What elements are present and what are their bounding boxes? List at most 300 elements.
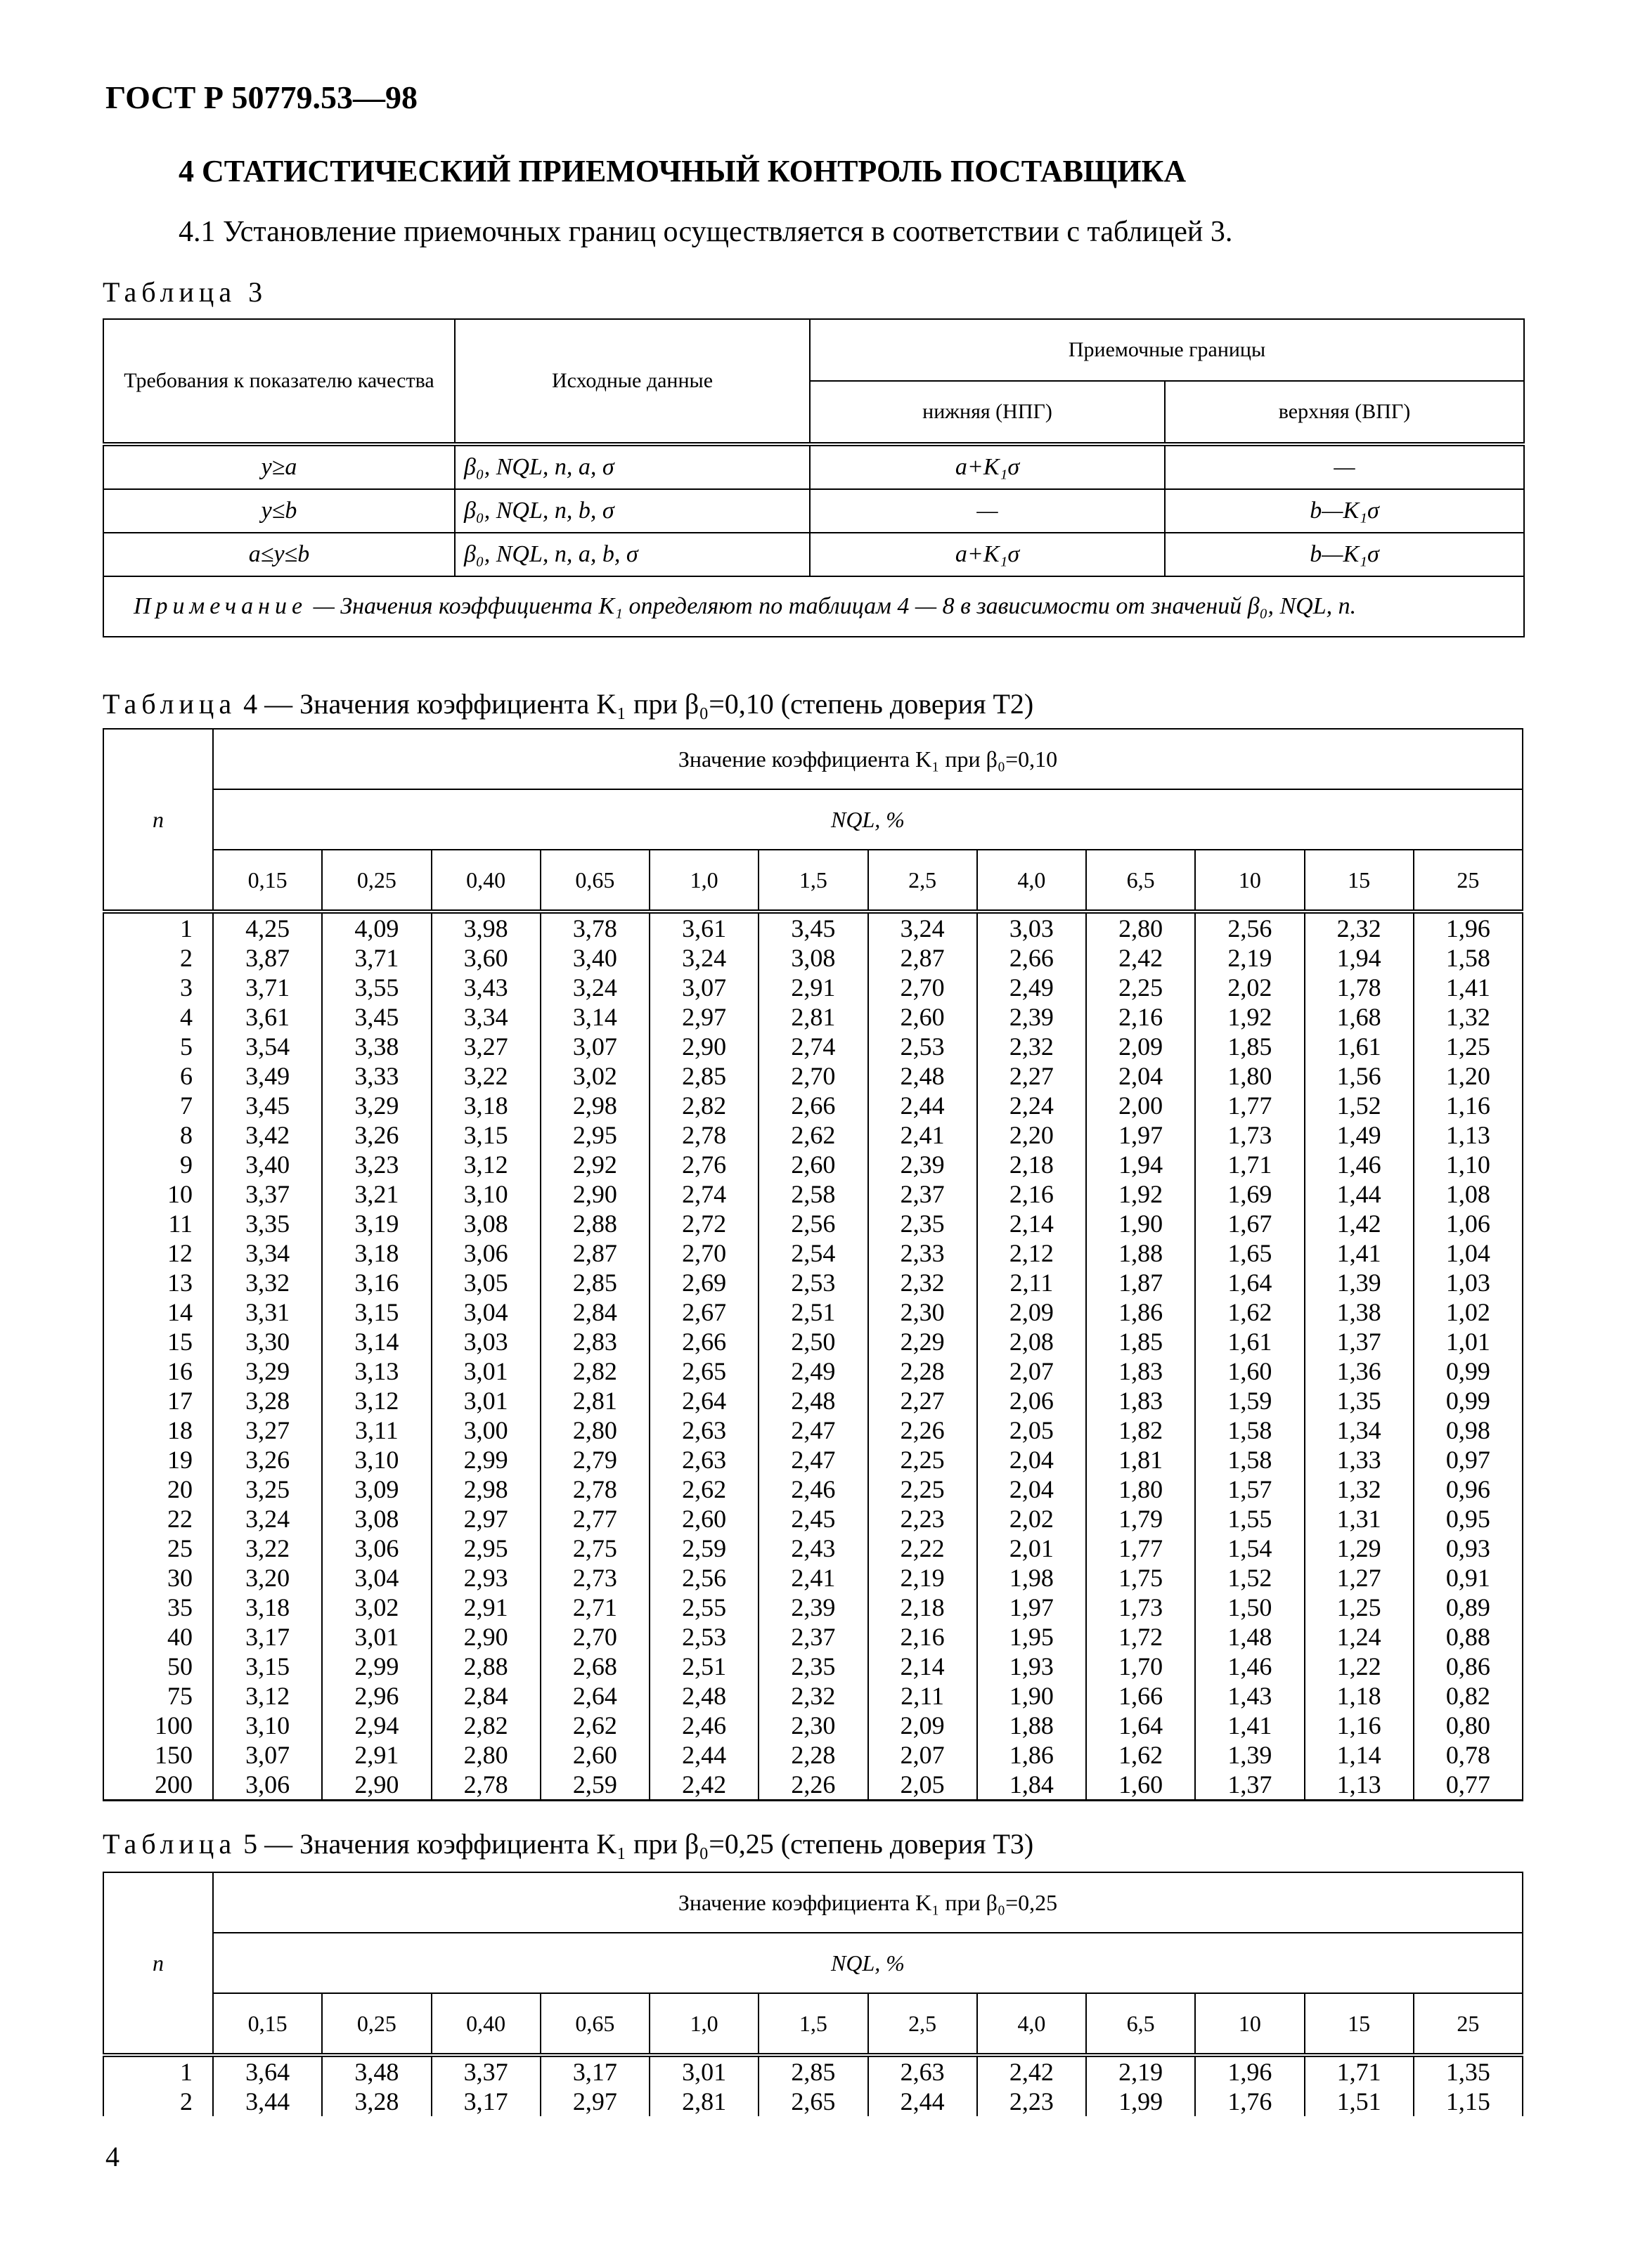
sample-size-cell: 7 [103, 1091, 213, 1120]
sample-size-cell: 25 [103, 1534, 213, 1563]
k1-value-cell: 2,59 [541, 1770, 650, 1801]
k1-value-cell: 1,62 [1195, 1297, 1304, 1327]
k1-value-cell: 2,99 [432, 1445, 541, 1475]
k1-value-cell: 2,23 [868, 1504, 977, 1534]
k1-value-cell: 1,35 [1414, 2055, 1523, 2087]
k1-value-cell: 1,52 [1195, 1563, 1304, 1593]
k1-value-cell: 1,03 [1414, 1268, 1523, 1297]
header-lower-limit: нижняя (НПГ) [810, 381, 1165, 444]
k1-value-cell: 0,89 [1414, 1593, 1523, 1622]
k1-value-cell: 3,04 [432, 1297, 541, 1327]
k1-value-cell: 2,97 [650, 1002, 759, 1032]
k1-value-cell: 1,39 [1195, 1740, 1304, 1770]
k1-value-cell: 3,60 [432, 943, 541, 973]
k1-value-cell: 3,04 [322, 1563, 431, 1593]
k1-value-cell: 2,80 [1086, 912, 1195, 943]
k1-value-cell: 2,66 [977, 943, 1086, 973]
table-row [103, 973, 1523, 1002]
k1-value-cell: 2,26 [868, 1415, 977, 1445]
k1-value-cell: 3,43 [432, 973, 541, 1002]
k1-value-cell: 2,16 [868, 1622, 977, 1652]
k1-value-cell: 2,39 [977, 1002, 1086, 1032]
k1-value-cell: 1,79 [1086, 1504, 1195, 1534]
k1-value-cell: 1,58 [1414, 943, 1523, 973]
requirement-cell: y≥a [103, 444, 455, 489]
k1-value-cell: 2,66 [759, 1091, 867, 1120]
k1-value-cell: 2,04 [977, 1475, 1086, 1504]
k1-value-cell: 1,94 [1086, 1150, 1195, 1179]
k1-value-cell: 2,48 [759, 1386, 867, 1415]
k1-value-cell: 2,74 [650, 1179, 759, 1209]
k1-value-cell: 2,39 [759, 1593, 867, 1622]
table-row [103, 1356, 1523, 1386]
k1-value-cell: 3,10 [322, 1445, 431, 1475]
k1-value-cell: 1,52 [1305, 1091, 1414, 1120]
k1-value-cell: 1,06 [1414, 1209, 1523, 1238]
table-row [103, 1002, 1523, 1032]
sample-size-cell: 1 [103, 2055, 213, 2087]
k1-value-cell: 2,27 [977, 1061, 1086, 1091]
k1-value-cell: 0,99 [1414, 1356, 1523, 1386]
k1-value-cell: 3,33 [322, 1061, 431, 1091]
note-label: Примечание [134, 593, 308, 619]
k1-value-cell: 2,47 [759, 1445, 867, 1475]
k1-value-cell: 1,86 [1086, 1297, 1195, 1327]
k1-value-cell: 1,60 [1086, 1770, 1195, 1801]
k1-value-cell: 3,32 [213, 1268, 322, 1297]
sample-size-cell: 12 [103, 1238, 213, 1268]
k1-value-cell: 1,83 [1086, 1386, 1195, 1415]
k1-value-cell: 2,90 [541, 1179, 650, 1209]
input-cell: β₀, NQL, n, a, b, σ [455, 533, 810, 576]
k1-value-cell: 2,98 [432, 1475, 541, 1504]
k1-value-cell: 1,39 [1305, 1268, 1414, 1297]
coefficient-group-header: Значение коэффициента K₁ при β₀=0,10 [213, 729, 1523, 789]
k1-value-cell: 2,11 [977, 1268, 1086, 1297]
sample-size-cell: 30 [103, 1563, 213, 1593]
k1-value-cell: 1,73 [1086, 1593, 1195, 1622]
k1-value-cell: 1,46 [1305, 1150, 1414, 1179]
k1-value-cell: 1,95 [977, 1622, 1086, 1652]
k1-value-cell: 1,48 [1195, 1622, 1304, 1652]
nql-header: NQL, % [213, 789, 1523, 850]
k1-value-cell: 3,27 [432, 1032, 541, 1061]
k1-value-cell: 1,01 [1414, 1327, 1523, 1356]
k1-value-cell: 1,78 [1305, 973, 1414, 1002]
k1-value-cell: 1,77 [1195, 1091, 1304, 1120]
k1-value-cell: 1,66 [1086, 1681, 1195, 1711]
k1-value-cell: 2,19 [1086, 2055, 1195, 2087]
sample-size-cell: 3 [103, 973, 213, 1002]
k1-value-cell: 3,03 [977, 912, 1086, 943]
k1-value-cell: 3,16 [322, 1268, 431, 1297]
k1-value-cell: 2,04 [977, 1445, 1086, 1475]
k1-value-cell: 2,25 [1086, 973, 1195, 1002]
k1-value-cell: 2,78 [650, 1120, 759, 1150]
k1-value-cell: 3,37 [213, 1179, 322, 1209]
k1-value-cell: 2,93 [432, 1563, 541, 1593]
k1-value-cell: 0,77 [1414, 1770, 1523, 1801]
k1-value-cell: 2,63 [650, 1445, 759, 1475]
k1-value-cell: 1,36 [1305, 1356, 1414, 1386]
k1-value-cell: 3,06 [432, 1238, 541, 1268]
table3-caption: Таблица 3 [103, 276, 268, 308]
k1-value-cell: 2,07 [868, 1740, 977, 1770]
k1-value-cell: 2,91 [432, 1593, 541, 1622]
k1-value-cell: 2,19 [1195, 943, 1304, 973]
table-row [103, 1770, 1523, 1801]
k1-value-cell: 1,69 [1195, 1179, 1304, 1209]
k1-value-cell: 3,29 [322, 1091, 431, 1120]
k1-value-cell: 3,44 [213, 2087, 322, 2116]
k1-value-cell: 2,09 [977, 1297, 1086, 1327]
header-upper-limit: верхняя (ВПГ) [1165, 381, 1524, 444]
k1-value-cell: 1,87 [1086, 1268, 1195, 1297]
k1-value-cell: 2,26 [759, 1770, 867, 1801]
k1-value-cell: 3,98 [432, 912, 541, 943]
k1-value-cell: 2,90 [322, 1770, 431, 1801]
k1-value-cell: 2,82 [432, 1711, 541, 1740]
k1-value-cell: 2,80 [432, 1740, 541, 1770]
k1-value-cell: 2,49 [759, 1356, 867, 1386]
k1-value-cell: 3,02 [322, 1593, 431, 1622]
upper-limit-cell: b—K₁σ [1165, 533, 1524, 576]
k1-value-cell: 2,73 [541, 1563, 650, 1593]
k1-value-cell: 2,28 [868, 1356, 977, 1386]
sample-size-cell: 40 [103, 1622, 213, 1652]
k1-value-cell: 2,95 [541, 1120, 650, 1150]
k1-value-cell: 1,32 [1305, 1475, 1414, 1504]
k1-value-cell: 2,85 [759, 2055, 867, 2087]
table-4-k1-coefficients [103, 728, 1523, 1801]
header-requirement: Требования к показателю качества [103, 319, 455, 444]
k1-value-cell: 1,64 [1195, 1268, 1304, 1297]
sample-size-cell: 35 [103, 1593, 213, 1622]
table-row [103, 1711, 1523, 1740]
k1-value-cell: 1,54 [1195, 1534, 1304, 1563]
k1-value-cell: 1,34 [1305, 1415, 1414, 1445]
k1-value-cell: 2,70 [541, 1622, 650, 1652]
k1-value-cell: 3,12 [322, 1386, 431, 1415]
k1-value-cell: 3,26 [322, 1120, 431, 1150]
k1-value-cell: 1,60 [1195, 1356, 1304, 1386]
k1-value-cell: 2,53 [759, 1268, 867, 1297]
k1-value-cell: 3,17 [213, 1622, 322, 1652]
k1-value-cell: 2,28 [759, 1740, 867, 1770]
k1-value-cell: 1,58 [1195, 1415, 1304, 1445]
k1-value-cell: 2,47 [759, 1415, 867, 1445]
k1-value-cell: 3,40 [213, 1150, 322, 1179]
k1-value-cell: 1,25 [1414, 1032, 1523, 1061]
k1-value-cell: 1,70 [1086, 1652, 1195, 1681]
k1-value-cell: 3,07 [541, 1032, 650, 1061]
k1-value-cell: 2,35 [759, 1652, 867, 1681]
k1-value-cell: 2,59 [650, 1534, 759, 1563]
k1-value-cell: 2,41 [759, 1563, 867, 1593]
k1-value-cell: 2,70 [759, 1061, 867, 1091]
k1-value-cell: 3,21 [322, 1179, 431, 1209]
k1-value-cell: 2,12 [977, 1238, 1086, 1268]
k1-value-cell: 3,26 [213, 1445, 322, 1475]
k1-value-cell: 3,18 [322, 1238, 431, 1268]
k1-value-cell: 3,17 [432, 2087, 541, 2116]
header-input-data: Исходные данные [455, 319, 810, 444]
k1-value-cell: 0,91 [1414, 1563, 1523, 1593]
k1-value-cell: 2,05 [868, 1770, 977, 1801]
k1-value-cell: 1,43 [1195, 1681, 1304, 1711]
k1-value-cell: 3,38 [322, 1032, 431, 1061]
k1-value-cell: 1,59 [1195, 1386, 1304, 1415]
n-header: n [103, 1872, 213, 2055]
k1-value-cell: 2,70 [868, 973, 977, 1002]
k1-value-cell: 2,46 [759, 1475, 867, 1504]
k1-value-cell: 2,62 [650, 1475, 759, 1504]
k1-value-cell: 2,68 [541, 1652, 650, 1681]
k1-value-cell: 2,11 [868, 1681, 977, 1711]
k1-value-cell: 3,03 [432, 1327, 541, 1356]
k1-value-cell: 1,99 [1086, 2087, 1195, 2116]
k1-value-cell: 0,88 [1414, 1622, 1523, 1652]
k1-value-cell: 2,66 [650, 1327, 759, 1356]
caption-text: 5 — Значения коэффициента K₁ при β₀=0,25 (степень доверия Т3) [236, 1828, 1034, 1860]
k1-value-cell: 3,61 [213, 1002, 322, 1032]
k1-value-cell: 3,06 [322, 1534, 431, 1563]
k1-value-cell: 2,99 [322, 1652, 431, 1681]
requirement-cell: y≤b [103, 489, 455, 533]
sample-size-cell: 200 [103, 1770, 213, 1801]
k1-value-cell: 1,73 [1195, 1120, 1304, 1150]
k1-value-cell: 1,13 [1305, 1770, 1414, 1801]
k1-value-cell: 3,06 [213, 1770, 322, 1801]
k1-value-cell: 3,17 [541, 2055, 650, 2087]
k1-value-cell: 1,92 [1195, 1002, 1304, 1032]
table-row [103, 1297, 1523, 1327]
k1-value-cell: 1,97 [1086, 1120, 1195, 1150]
k1-value-cell: 2,42 [650, 1770, 759, 1801]
k1-value-cell: 3,10 [432, 1179, 541, 1209]
k1-value-cell: 3,61 [650, 912, 759, 943]
k1-value-cell: 1,18 [1305, 1681, 1414, 1711]
k1-value-cell: 2,07 [977, 1356, 1086, 1386]
k1-value-cell: 1,61 [1195, 1327, 1304, 1356]
k1-value-cell: 2,14 [868, 1652, 977, 1681]
sample-size-cell: 2 [103, 2087, 213, 2116]
k1-value-cell: 1,62 [1086, 1740, 1195, 1770]
k1-value-cell: 1,64 [1086, 1711, 1195, 1740]
k1-value-cell: 1,65 [1195, 1238, 1304, 1268]
table5-caption [103, 1827, 1033, 1860]
k1-value-cell: 3,30 [213, 1327, 322, 1356]
paragraph-4-1: 4.1 Установление приемочных границ осуществляется в соответствии с таблицей 3. [179, 216, 1233, 248]
table-row [103, 1179, 1523, 1209]
k1-value-cell: 2,32 [868, 1268, 977, 1297]
k1-value-cell: 3,01 [432, 1356, 541, 1386]
k1-value-cell: 1,46 [1195, 1652, 1304, 1681]
k1-value-cell: 0,86 [1414, 1652, 1523, 1681]
k1-value-cell: 0,78 [1414, 1740, 1523, 1770]
lower-limit-cell: a+K₁σ [810, 533, 1165, 576]
k1-value-cell: 1,13 [1414, 1120, 1523, 1150]
k1-value-cell: 1,41 [1195, 1711, 1304, 1740]
k1-value-cell: 2,80 [541, 1415, 650, 1445]
k1-value-cell: 1,27 [1305, 1563, 1414, 1593]
k1-value-cell: 3,08 [432, 1209, 541, 1238]
k1-value-cell: 2,90 [650, 1032, 759, 1061]
nql-column-header: 2,5 [868, 850, 977, 912]
k1-value-cell: 2,69 [650, 1268, 759, 1297]
k1-value-cell: 2,81 [650, 2087, 759, 2116]
sample-size-cell: 75 [103, 1681, 213, 1711]
k1-value-cell: 3,12 [213, 1681, 322, 1711]
table-row [103, 1593, 1523, 1622]
k1-value-cell: 3,35 [213, 1209, 322, 1238]
sample-size-cell: 4 [103, 1002, 213, 1032]
k1-value-cell: 2,19 [868, 1563, 977, 1593]
k1-value-cell: 3,54 [213, 1032, 322, 1061]
k1-value-cell: 1,25 [1305, 1593, 1414, 1622]
k1-value-cell: 2,16 [977, 1179, 1086, 1209]
k1-value-cell: 3,27 [213, 1415, 322, 1445]
k1-value-cell: 3,34 [213, 1238, 322, 1268]
k1-value-cell: 0,93 [1414, 1534, 1523, 1563]
k1-value-cell: 2,88 [541, 1209, 650, 1238]
table-row [103, 1091, 1523, 1120]
table-row [103, 489, 1524, 533]
nql-header: NQL, % [213, 1933, 1523, 1993]
table-row [103, 2087, 1523, 2116]
k1-value-cell: 2,84 [432, 1681, 541, 1711]
k1-value-cell: 2,20 [977, 1120, 1086, 1150]
upper-limit-cell: — [1165, 444, 1524, 489]
nql-column-header: 15 [1305, 1993, 1414, 2055]
caption-label: Таблица [103, 688, 237, 720]
k1-value-cell: 3,24 [213, 1504, 322, 1534]
k1-value-cell: 3,64 [213, 2055, 322, 2087]
k1-value-cell: 2,60 [541, 1740, 650, 1770]
k1-value-cell: 1,44 [1305, 1179, 1414, 1209]
k1-value-cell: 1,38 [1305, 1297, 1414, 1327]
k1-value-cell: 2,32 [977, 1032, 1086, 1061]
k1-value-cell: 3,07 [213, 1740, 322, 1770]
k1-value-cell: 2,42 [977, 2055, 1086, 2087]
k1-value-cell: 0,95 [1414, 1504, 1523, 1534]
table-row [103, 1475, 1523, 1504]
k1-value-cell: 3,15 [322, 1297, 431, 1327]
k1-value-cell: 3,42 [213, 1120, 322, 1150]
document-code: ГОСТ Р 50779.53—98 [105, 79, 418, 115]
k1-value-cell: 2,32 [1305, 912, 1414, 943]
k1-value-cell: 1,29 [1305, 1534, 1414, 1563]
lower-limit-cell: a+K₁σ [810, 444, 1165, 489]
nql-column-header: 0,15 [213, 1993, 322, 2055]
k1-value-cell: 2,56 [759, 1209, 867, 1238]
k1-value-cell: 1,41 [1414, 973, 1523, 1002]
k1-value-cell: 2,30 [759, 1711, 867, 1740]
k1-value-cell: 1,82 [1086, 1415, 1195, 1445]
caption-label: Таблица [103, 1828, 237, 1860]
k1-value-cell: 3,87 [213, 943, 322, 973]
k1-value-cell: 2,54 [759, 1238, 867, 1268]
n-header: n [103, 729, 213, 912]
k1-value-cell: 1,51 [1305, 2087, 1414, 2116]
k1-value-cell: 2,62 [759, 1120, 867, 1150]
k1-value-cell: 2,58 [759, 1179, 867, 1209]
k1-value-cell: 1,80 [1086, 1475, 1195, 1504]
table-row [103, 1238, 1523, 1268]
k1-value-cell: 2,44 [650, 1740, 759, 1770]
input-cell: β₀, NQL, n, b, σ [455, 489, 810, 533]
sample-size-cell: 150 [103, 1740, 213, 1770]
k1-value-cell: 2,02 [977, 1504, 1086, 1534]
nql-column-header: 6,5 [1086, 1993, 1195, 2055]
k1-value-cell: 2,82 [541, 1356, 650, 1386]
k1-value-cell: 1,86 [977, 1740, 1086, 1770]
k1-value-cell: 1,85 [1086, 1327, 1195, 1356]
k1-value-cell: 3,07 [650, 973, 759, 1002]
k1-value-cell: 2,22 [868, 1534, 977, 1563]
k1-value-cell: 1,75 [1086, 1563, 1195, 1593]
requirement-cell: a≤y≤b [103, 533, 455, 576]
sample-size-cell: 16 [103, 1356, 213, 1386]
k1-value-cell: 2,41 [868, 1120, 977, 1150]
k1-value-cell: 1,56 [1305, 1061, 1414, 1091]
sample-size-cell: 22 [103, 1504, 213, 1534]
k1-value-cell: 3,31 [213, 1297, 322, 1327]
k1-value-cell: 3,02 [541, 1061, 650, 1091]
k1-value-cell: 0,80 [1414, 1711, 1523, 1740]
k1-value-cell: 3,45 [213, 1091, 322, 1120]
lower-limit-cell: — [810, 489, 1165, 533]
nql-column-header: 1,0 [650, 1993, 759, 2055]
k1-value-cell: 3,01 [432, 1386, 541, 1415]
k1-value-cell: 1,90 [977, 1681, 1086, 1711]
k1-value-cell: 1,14 [1305, 1740, 1414, 1770]
k1-value-cell: 2,14 [977, 1209, 1086, 1238]
k1-value-cell: 1,42 [1305, 1209, 1414, 1238]
k1-value-cell: 1,10 [1414, 1150, 1523, 1179]
table4-caption [103, 687, 1033, 720]
k1-value-cell: 1,97 [977, 1593, 1086, 1622]
k1-value-cell: 0,96 [1414, 1475, 1523, 1504]
k1-value-cell: 2,65 [650, 1356, 759, 1386]
table-row [103, 2055, 1523, 2087]
k1-value-cell: 2,77 [541, 1504, 650, 1534]
table-row [103, 1504, 1523, 1534]
k1-value-cell: 0,98 [1414, 1415, 1523, 1445]
k1-value-cell: 2,23 [977, 2087, 1086, 2116]
k1-value-cell: 2,55 [650, 1593, 759, 1622]
k1-value-cell: 1,94 [1305, 943, 1414, 973]
k1-value-cell: 2,02 [1195, 973, 1304, 1002]
k1-value-cell: 2,46 [650, 1711, 759, 1740]
nql-column-header: 0,25 [322, 850, 431, 912]
k1-value-cell: 1,92 [1086, 1179, 1195, 1209]
k1-value-cell: 3,08 [759, 943, 867, 973]
input-cell: β₀, NQL, n, a, σ [455, 444, 810, 489]
k1-value-cell: 2,91 [322, 1740, 431, 1770]
k1-value-cell: 2,70 [650, 1238, 759, 1268]
nql-column-header: 15 [1305, 850, 1414, 912]
k1-value-cell: 2,18 [977, 1150, 1086, 1179]
table-row [103, 1150, 1523, 1179]
nql-column-header: 10 [1195, 1993, 1304, 2055]
k1-value-cell: 1,88 [1086, 1238, 1195, 1268]
section-heading: 4 СТАТИСТИЧЕСКИЙ ПРИЕМОЧНЫЙ КОНТРОЛЬ ПОСТАВЩИКА [179, 154, 1187, 188]
table-row [103, 1534, 1523, 1563]
k1-value-cell: 1,72 [1086, 1622, 1195, 1652]
sample-size-cell: 6 [103, 1061, 213, 1091]
k1-value-cell: 3,09 [322, 1475, 431, 1504]
